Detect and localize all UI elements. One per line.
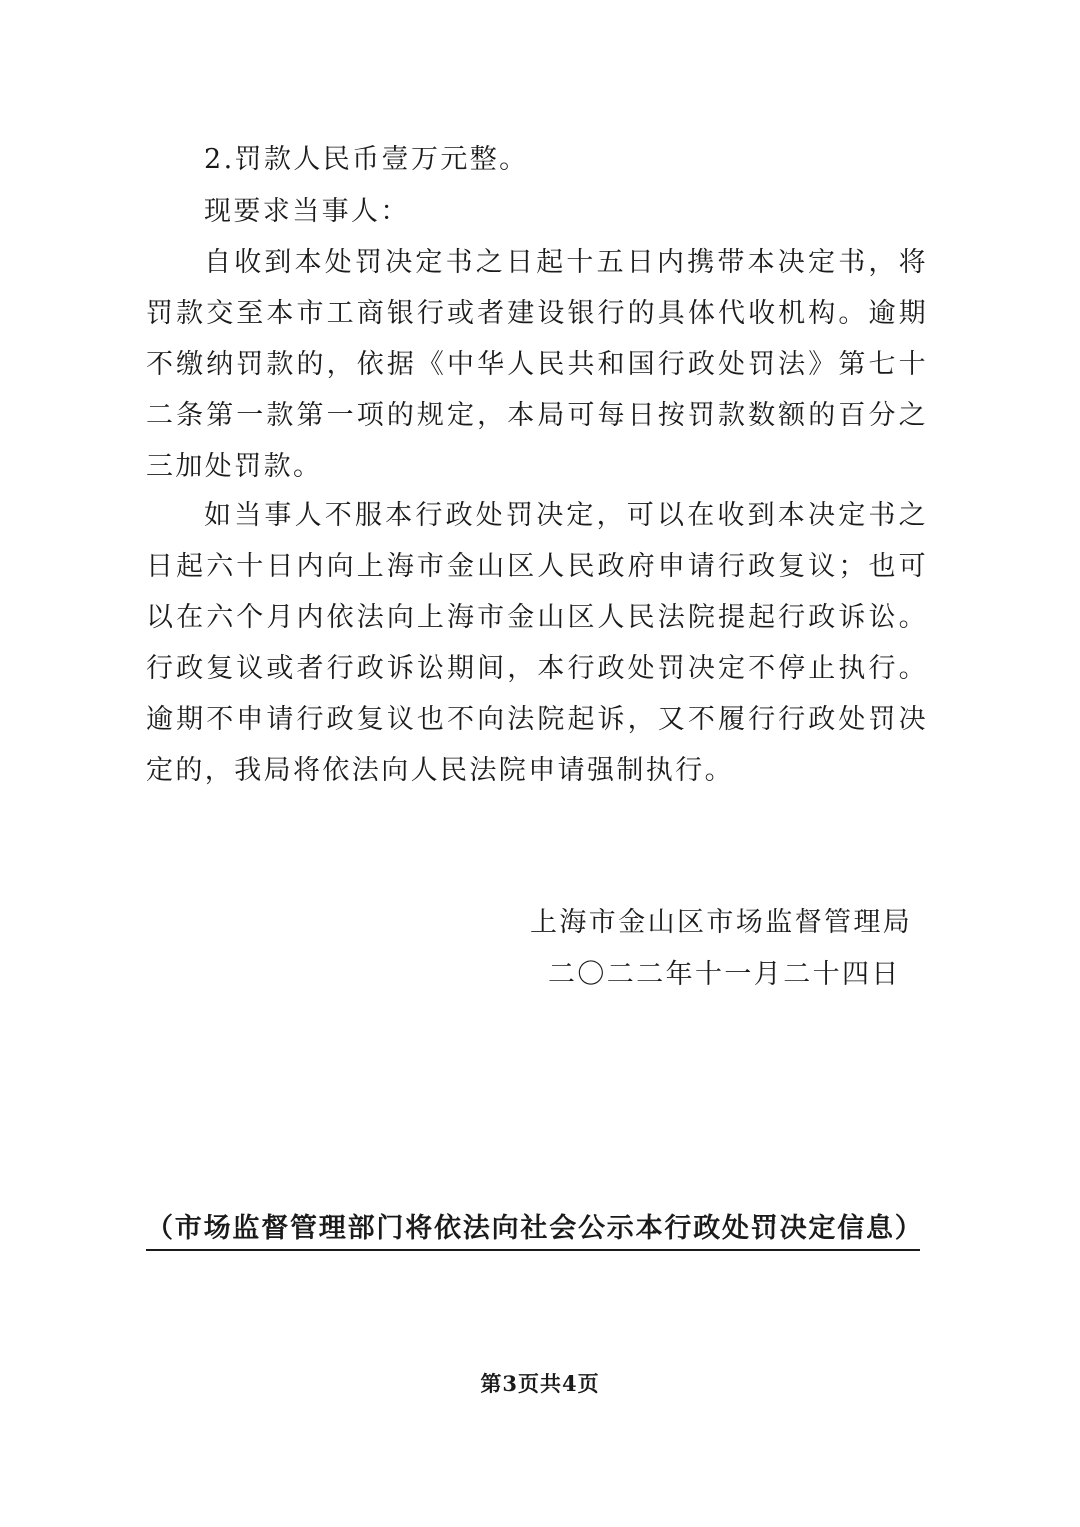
page-number: 第3页共4页 bbox=[480, 1371, 600, 1396]
public-disclosure-notice: （市场监督管理部门将依法向社会公示本行政处罚决定信息） bbox=[146, 1206, 920, 1251]
requirement-intro-paragraph: 现要求当事人： bbox=[204, 196, 410, 227]
appeal-notice-paragraph: 如当事人不服本行政处罚决定，可以在收到本决定书之日起六十日内向上海市金山区人民政府申请行政复议；也可以在六个月内依法向上海市金山区人民法院提起行政诉讼。行政复议或者行政诉讼期间，本行政处罚决定不停止执行。逾期不申请行政复议也不向法院起诉，又不履行行政处罚决定的，我局将依法向人民法院申请强制执行。 bbox=[146, 500, 928, 786]
signing-date: 二〇二二年十一月二十四日 bbox=[548, 959, 901, 990]
signing-organization: 上海市金山区市场监督管理局 bbox=[530, 907, 913, 938]
fine-item-paragraph: 2.罚款人民币壹万元整。 bbox=[204, 144, 529, 175]
payment-instruction-paragraph: 自收到本处罚决定书之日起十五日内携带本决定书，将罚款交至本市工商银行或者建设银行的具体代收机构。逾期不缴纳罚款的，依据《中华人民共和国行政处罚法》第七十二条第一款第一项的规定，本局可每日按罚款数额的百分之三加处罚款。 bbox=[146, 247, 928, 482]
